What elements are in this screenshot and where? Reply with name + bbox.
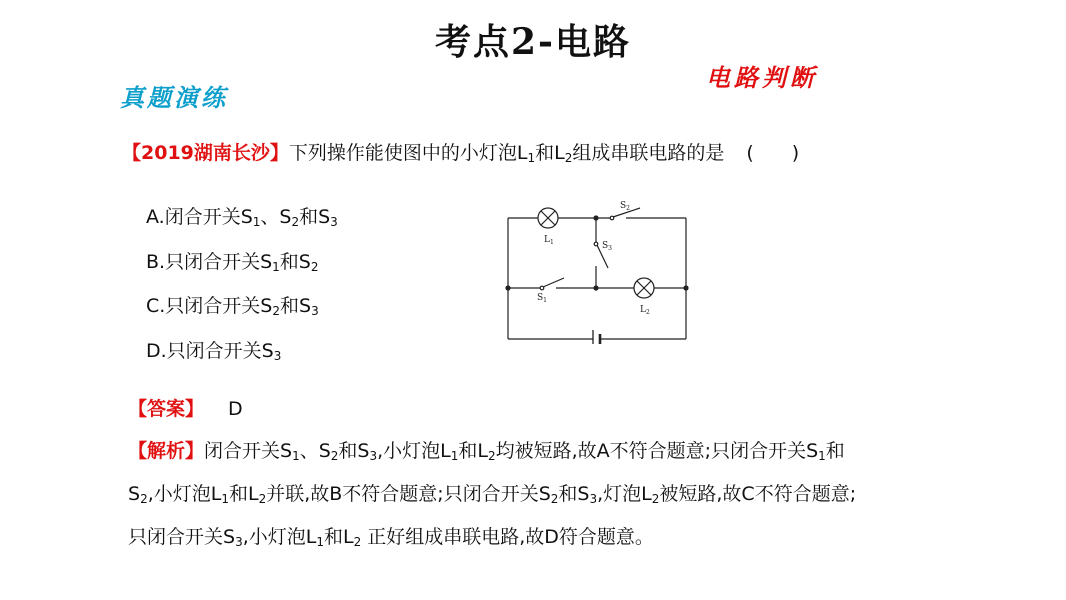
label-l1: $L_1$ — [544, 235, 554, 246]
analysis-block — [128, 432, 978, 561]
junction-dots — [505, 215, 688, 290]
section-tag-topic: 电路判断 — [706, 63, 818, 92]
answer-blank: ( ) — [746, 142, 800, 164]
option-a: A.闭合开关$S_1$、$S_2$和$S_3$ — [146, 206, 338, 229]
circuit-diagram — [500, 194, 700, 344]
page-title: 考点2-电路 — [435, 21, 631, 63]
section-tag-practice: 真题演练 — [120, 83, 228, 112]
analysis-line-2: $S_2$,小灯泡$L_1$和$L_2$并联,故B不符合题意;只闭合开关$S_2$和$S_3$,灯泡$L_2$被短路,故C不符合题意; — [128, 483, 857, 506]
label-l2: $L_2$ — [640, 305, 650, 316]
question-text: 下列操作能使图中的小灯泡L — [288, 142, 528, 164]
label-s1: $S_1$ — [537, 293, 547, 304]
lamp-l1-icon — [538, 208, 558, 228]
analysis-line-3: 只闭合开关$S_3$,小灯泡$L_1$和$L_2$ 正好组成串联电路,故D符合题意。 — [128, 526, 654, 549]
answer-label: 【答案】 — [128, 398, 205, 420]
option-c: C.只闭合开关$S_2$和$S_3$ — [146, 295, 319, 318]
label-s2: $S_2$ — [620, 201, 630, 212]
analysis-line-1: 【解析】闭合开关$S_1$、$S_2$和$S_3$,小灯泡$L_1$和$L_2$均被短路,故A不符合题意;只闭合开关$S_1$和 — [128, 440, 845, 463]
answer-line — [128, 394, 243, 421]
answer-value: D — [228, 398, 243, 420]
options-list — [146, 198, 338, 376]
option-b: B.只闭合开关$S_1$和$S_2$ — [146, 250, 319, 274]
analysis-label: 【解析】 — [128, 440, 205, 462]
battery-icon — [593, 330, 600, 344]
label-s3: $S_3$ — [602, 241, 612, 252]
option-d: D.只闭合开关$S_3$ — [146, 339, 282, 363]
question-stem: 【2019湖南长沙】下列操作能使图中的小灯泡$L_1$和$L_2$组成串联电路的是 ( ) — [122, 142, 800, 165]
lamp-l2-icon — [634, 278, 654, 298]
question-source: 【2019湖南长沙】 — [122, 142, 289, 164]
